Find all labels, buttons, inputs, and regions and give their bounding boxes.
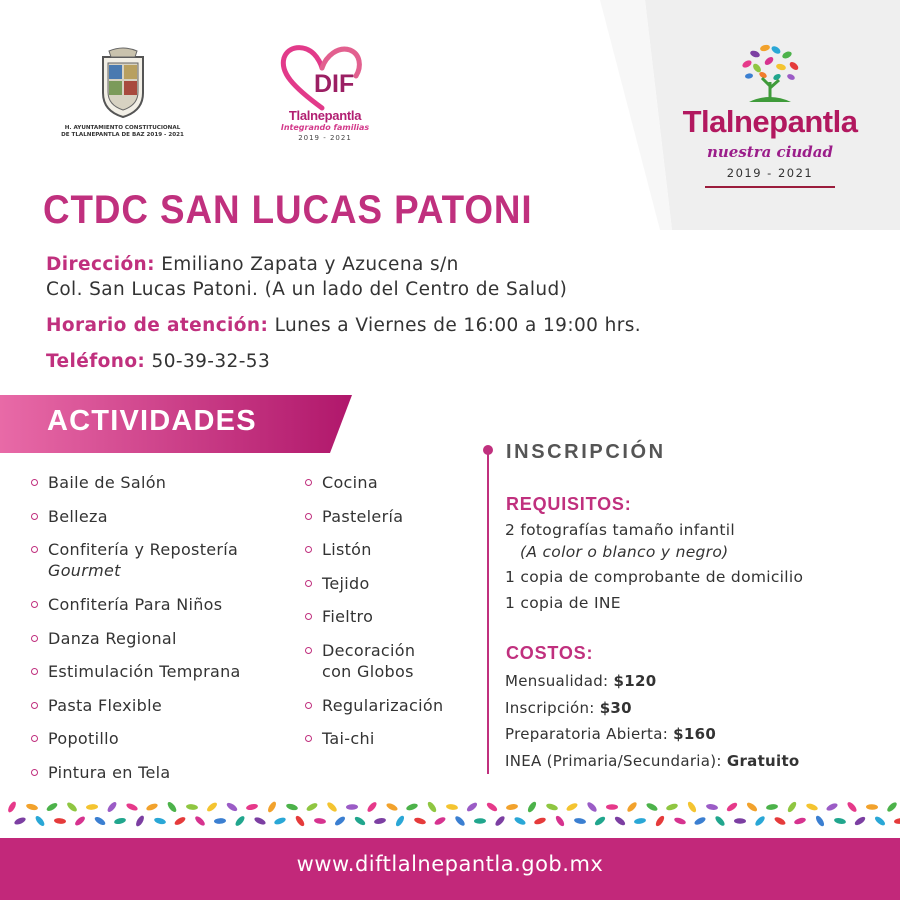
- bullet-icon: [31, 668, 38, 675]
- activity-label: Listón: [322, 540, 372, 559]
- leaf-icon: [706, 803, 719, 811]
- activity-item: [48, 762, 170, 783]
- leaf-icon: [526, 800, 537, 813]
- bullet-icon: [305, 479, 312, 486]
- bullet-icon: [31, 513, 38, 520]
- leaf-icon: [634, 817, 647, 824]
- leaf-icon: [874, 815, 887, 827]
- footer-url-link[interactable]: www.diftlalnepantla.gob.mx: [296, 852, 604, 876]
- address-line1: [46, 254, 459, 275]
- activity-item: [322, 606, 373, 627]
- tree-icon: [735, 42, 805, 104]
- requirement-note: (A color o blanco y negro): [520, 543, 729, 561]
- activity-item: [48, 628, 177, 649]
- leaf-icon: [673, 816, 686, 825]
- municipal-caption: [55, 125, 190, 139]
- leaf-icon: [446, 803, 459, 810]
- municipal-caption-line2: DE TLALNEPANTLA DE BAZ 2019 - 2021: [61, 132, 184, 138]
- leaf-icon: [665, 802, 678, 811]
- bullet-icon: [305, 546, 312, 553]
- leaf-icon: [766, 803, 779, 810]
- bullet-icon: [305, 702, 312, 709]
- leaf-icon: [773, 816, 786, 827]
- activity-item: [322, 506, 403, 527]
- leaf-icon: [266, 800, 277, 813]
- leaf-icon: [326, 801, 339, 813]
- activity-label: Confitería Para Niños: [48, 595, 223, 614]
- leaf-icon: [45, 801, 58, 812]
- leaf-icon: [486, 801, 499, 813]
- leaf-icon: [626, 801, 638, 814]
- activity-label: Baile de Salón: [48, 473, 167, 492]
- activity-label: Danza Regional: [48, 628, 177, 648]
- leaf-icon: [606, 804, 618, 810]
- leaf-icon: [494, 815, 506, 828]
- leaf-icon: [466, 801, 479, 813]
- cost-label: Preparatoria Abierta:: [505, 725, 669, 743]
- leaf-icon: [294, 815, 306, 828]
- activity-label: Pastelería: [322, 506, 404, 526]
- dif-tagline: Integrando familias: [280, 123, 370, 132]
- dif-logo: [270, 40, 380, 145]
- leaf-icon: [645, 802, 658, 813]
- address-label: Dirección:: [46, 254, 155, 275]
- activity-item: [48, 695, 162, 716]
- decorative-leaves: [0, 795, 900, 835]
- leaf-icon: [74, 815, 87, 827]
- leaf-icon: [426, 801, 438, 814]
- activity-label: Estimulación Temprana: [48, 662, 241, 681]
- requirements-label: REQUISITOS:: [506, 494, 632, 514]
- phone-line: [46, 351, 270, 372]
- leaf-icon: [726, 801, 739, 813]
- leaf-icon: [225, 801, 238, 812]
- requirement-item: 2 fotografías tamaño infantil: [505, 521, 735, 539]
- bullet-icon: [305, 735, 312, 742]
- dif-title: Tlalnepantla: [288, 108, 362, 123]
- leaf-icon: [173, 816, 186, 827]
- activity-item: [322, 728, 375, 749]
- leaf-icon: [506, 803, 519, 811]
- activity-item: [48, 594, 222, 615]
- leaf-icon: [253, 816, 266, 826]
- activity-item: [322, 539, 372, 560]
- activity-label: Confitería y Repostería: [48, 540, 239, 559]
- activity-item: [48, 472, 166, 493]
- leaf-icon: [474, 818, 486, 824]
- leaf-icon: [285, 803, 298, 812]
- leaf-icon: [693, 816, 706, 826]
- page-title: CTDC SAN LUCAS PATONI: [43, 188, 533, 232]
- hours-line: [46, 315, 641, 336]
- city-underline: [705, 186, 835, 188]
- hours-label: Horario de atención:: [46, 315, 269, 336]
- leaf-icon: [533, 816, 546, 825]
- municipal-caption-line1: H. AYUNTAMIENTO CONSTITUCIONAL: [64, 125, 181, 131]
- bullet-icon: [31, 546, 38, 553]
- city-subtitle: nuestra ciudad: [706, 143, 833, 161]
- leaf-icon: [366, 801, 378, 814]
- leaf-icon: [7, 800, 18, 813]
- leaf-icon: [405, 802, 418, 811]
- leaf-icon: [385, 802, 398, 812]
- leaf-icon: [413, 817, 426, 826]
- bullet-icon: [31, 769, 38, 776]
- leaf-icon: [234, 815, 246, 828]
- leaf-icon: [594, 815, 607, 827]
- leaf-icon: [513, 816, 526, 826]
- address-value: Emiliano Zapata y Azucena s/n: [161, 254, 459, 275]
- bullet-icon: [305, 513, 312, 520]
- leaf-icon: [786, 801, 798, 814]
- activity-label: Popotillo: [48, 729, 119, 748]
- bullet-icon: [31, 479, 38, 486]
- cost-label: Mensualidad:: [505, 672, 609, 690]
- city-years: 2019 - 2021: [726, 166, 814, 180]
- leaf-icon: [374, 817, 387, 825]
- leaf-icon: [66, 801, 79, 813]
- cost-value: $160: [673, 725, 717, 743]
- leaf-icon: [714, 815, 726, 828]
- cost-value: $30: [599, 699, 632, 717]
- leaf-icon: [145, 802, 158, 812]
- activity-label: Cocina: [322, 473, 378, 492]
- activity-label: Tejido: [322, 573, 370, 593]
- city-title: Tlalnepantla: [682, 104, 858, 139]
- leaf-icon: [54, 818, 66, 825]
- activity-item: [322, 640, 415, 682]
- activity-label-continued: con Globos: [322, 661, 414, 681]
- bullet-icon: [31, 735, 38, 742]
- leaf-icon: [353, 815, 366, 826]
- municipal-seal-icon: [95, 47, 151, 119]
- leaf-icon: [574, 817, 587, 824]
- leaf-icon: [305, 802, 318, 813]
- leaf-icon: [153, 817, 166, 826]
- activity-label: Decoración: [322, 640, 416, 660]
- leaf-icon: [114, 817, 127, 825]
- leaf-icon: [814, 814, 825, 827]
- leaf-icon: [86, 804, 98, 810]
- costs-label: COSTOS:: [506, 643, 594, 663]
- cost-value: Gratuito: [726, 752, 800, 770]
- leaf-icon: [34, 815, 46, 828]
- leaf-icon: [686, 800, 697, 813]
- leaf-icon: [894, 817, 900, 824]
- bullet-icon: [305, 647, 312, 654]
- leaf-icon: [246, 803, 259, 811]
- activity-item: [322, 695, 443, 716]
- bullet-icon: [31, 635, 38, 642]
- hours-value: Lunes a Viernes de 16:00 a 19:00 hrs.: [274, 315, 642, 336]
- leaf-icon: [454, 815, 466, 827]
- leaf-icon: [206, 801, 219, 813]
- inscription-dot: [483, 445, 493, 455]
- phone-value: 50-39-32-53: [151, 351, 271, 372]
- leaf-icon: [886, 801, 899, 813]
- activity-item: [48, 661, 241, 682]
- activity-label: Pasta Flexible: [48, 695, 163, 715]
- bullet-icon: [31, 702, 38, 709]
- activities-heading: ACTIVIDADES: [47, 405, 257, 437]
- leaf-icon: [273, 816, 286, 826]
- city-logo: [665, 40, 875, 195]
- municipal-logo: [55, 45, 190, 145]
- activity-label: Fieltro: [322, 607, 374, 626]
- leaf-icon: [314, 817, 327, 824]
- leaf-icon: [135, 814, 146, 827]
- leaf-icon: [834, 817, 847, 825]
- leaf-icon: [346, 804, 358, 810]
- requirement-item: 1 copia de comprobante de domicilio: [505, 568, 804, 586]
- leaf-icon: [853, 815, 866, 826]
- leaf-icon: [805, 802, 818, 811]
- leaf-icon: [793, 817, 806, 826]
- phone-label: Teléfono:: [46, 351, 146, 372]
- activity-item: [322, 472, 378, 493]
- activity-label-continued: Gourmet: [48, 561, 121, 580]
- activity-item: [48, 728, 119, 749]
- leaf-icon: [394, 814, 405, 827]
- leaf-icon: [554, 814, 565, 827]
- cost-label: INEA (Primaria/Secundaria):: [505, 752, 722, 770]
- cost-label: Inscripción:: [505, 699, 595, 717]
- leaf-icon: [186, 804, 199, 811]
- leaf-icon: [194, 815, 207, 827]
- address-line2: Col. San Lucas Patoni. (A un lado del Centro de Salud): [46, 279, 568, 300]
- activity-label: Pintura en Tela: [48, 762, 171, 782]
- leaf-icon: [166, 801, 178, 814]
- activity-label: Tai-chi: [322, 729, 375, 748]
- cost-item: [505, 699, 632, 717]
- activity-item: [322, 573, 370, 594]
- leaf-icon: [106, 801, 118, 814]
- requirement-item: 1 copia de INE: [505, 594, 621, 612]
- leaf-icon: [734, 818, 746, 824]
- cost-item: [505, 752, 800, 770]
- dif-word: DIF: [314, 70, 355, 98]
- dif-heart-icon: [274, 42, 370, 114]
- activity-item: [48, 539, 238, 581]
- leaf-icon: [13, 816, 26, 826]
- cost-item: [505, 672, 656, 690]
- leaf-icon: [214, 818, 226, 824]
- leaf-icon: [586, 801, 598, 814]
- bullet-icon: [305, 580, 312, 587]
- activity-label: Regularización: [322, 695, 444, 715]
- leaf-icon: [93, 815, 106, 826]
- dif-years: 2019 - 2021: [298, 134, 352, 142]
- bullet-icon: [305, 613, 312, 620]
- leaf-icon: [866, 804, 878, 810]
- bullet-icon: [31, 601, 38, 608]
- inscription-heading: INSCRIPCIÓN: [506, 441, 666, 463]
- leaf-icon: [614, 815, 627, 827]
- leaf-icon: [26, 803, 39, 811]
- leaf-icon: [125, 802, 138, 812]
- leaf-icon: [545, 802, 558, 811]
- leaf-icon: [825, 802, 838, 812]
- inscription-divider: [487, 452, 489, 774]
- leaf-icon: [754, 815, 766, 827]
- leaf-icon: [334, 815, 347, 827]
- cost-item: [505, 725, 716, 743]
- leaf-icon: [846, 801, 858, 814]
- activity-item: [48, 506, 108, 527]
- activity-label: Belleza: [48, 506, 108, 526]
- leaf-icon: [746, 801, 759, 813]
- cost-value: $120: [613, 672, 657, 690]
- leaf-icon: [433, 816, 446, 827]
- leaf-icon: [565, 802, 578, 813]
- leaf-icon: [654, 814, 665, 827]
